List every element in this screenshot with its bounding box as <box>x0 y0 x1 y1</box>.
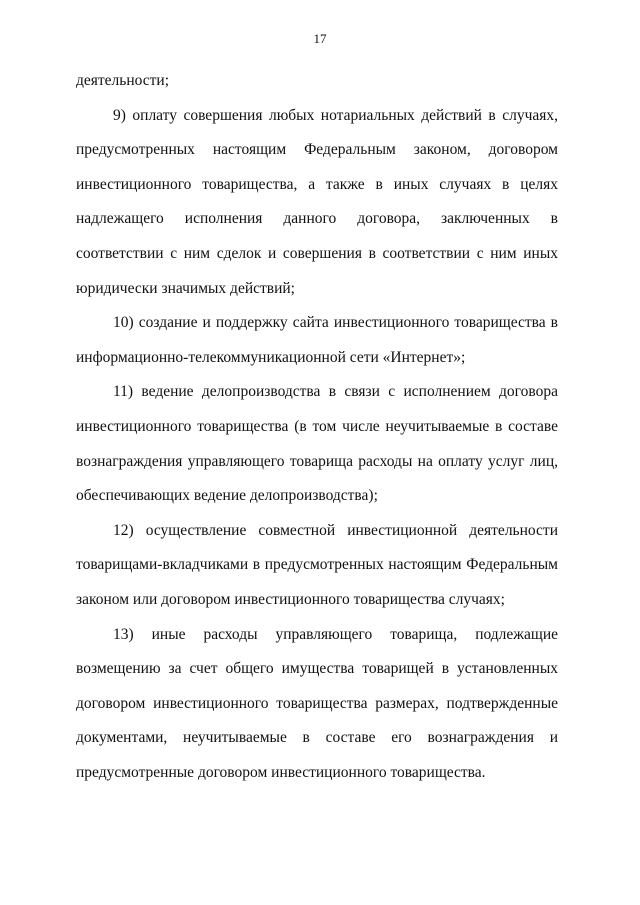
paragraph-item-9: 9) оплату совершения любых нотариальных действий в случаях, предусмотренных настоящим Федеральным законом, договором инвестиционного товарищества, а также в иных случаях в целях надлежащего исполнения данного договора, заключенных в соответствии с ним сделок и совершения в соответствии с ним иных юридически значимых действий; <box>76 106 558 297</box>
paragraph-item-13: 13) иные расходы управляющего товарища, подлежащие возмещению за счет общего имущества товарищей в установленных договором инвестиционного товарищества размерах, подтвержденные документами, неучитываемые в составе его вознаграждения и предусмотренные договором инвестиционного товарищества. <box>76 625 558 781</box>
page-number: 17 <box>313 31 327 46</box>
paragraph-item-10: 10) создание и поддержку сайта инвестиционного товарищества в информационно-телекоммуникационной сети «Интернет»; <box>76 314 558 366</box>
document-body <box>76 64 558 790</box>
paragraph-item-11: 11) ведение делопроизводства в связи с исполнением договора инвестиционного товарищества (в том числе неучитываемые в составе вознаграждения управляющего товарища расходы на оплату услуг лиц, обеспечивающих ведение делопроизводства); <box>76 383 558 505</box>
paragraph-continuation: деятельности; <box>76 72 170 89</box>
paragraph-item-12: 12) осуществление совместной инвестиционной деятельности товарищами-вкладчиками в предусмотренных настоящим Федеральным законом или договором инвестиционного товарищества случаях; <box>76 521 558 608</box>
